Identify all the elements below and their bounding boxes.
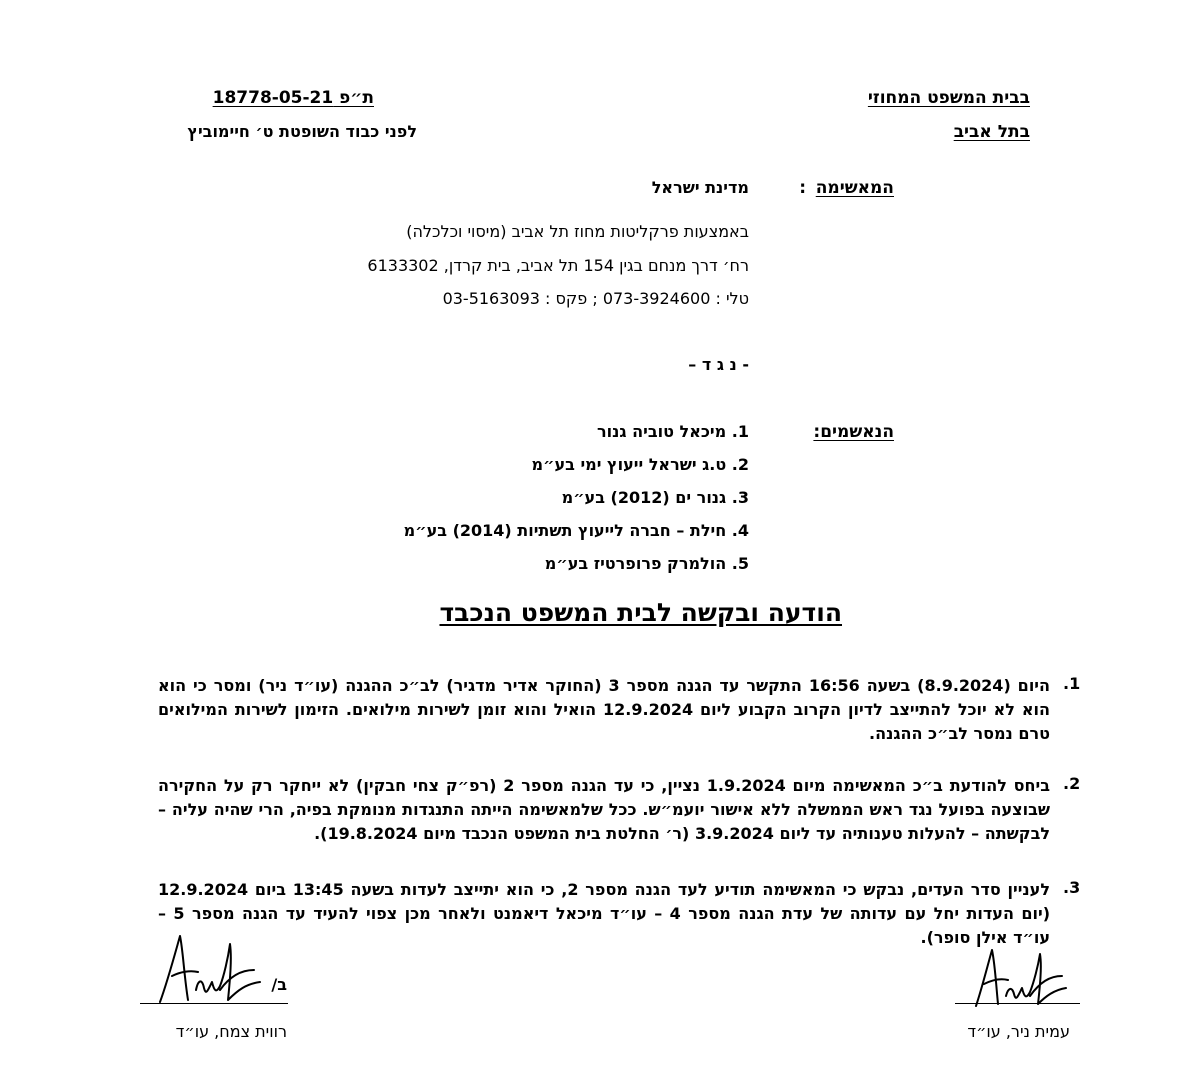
paragraph-number-3: .3: [1063, 878, 1081, 897]
defendants-label: הנאשמים:: [813, 422, 894, 442]
defendant-item-5: 5. הולמרק פרופרטיז בע״מ: [544, 554, 749, 573]
defendant-item-2: 2. ט.ג ישראל ייעוץ ימי בע״מ: [531, 455, 749, 474]
b-mark: ב/: [271, 975, 287, 994]
prosecution-via: באמצעות פרקליטות מחוז תל אביב (מיסוי וכלכלה): [406, 222, 749, 241]
prosecution-name: מדינת ישראל: [651, 178, 749, 197]
defendant-item-1: 1. מיכאל טוביה גנור: [597, 422, 749, 441]
left-signer-name: רווית צמח, עו״ד: [175, 1022, 287, 1041]
prosecution-label: המאשימה: [815, 178, 894, 198]
paragraph-3: לעניין סדר העדים, נבקש כי המאשימה תודיע לעד הגנה מספר 2, כי הוא יתייצב לעדות בשעה 13:45 ביום 12.9.2024 (יום העדות יחל עם עדותה של עדת הגנה מספר 4 – עו״ד מיכאל דיאמנט ולאחר מכן צפוי להעיד עד הגנה מספר 5 – עו״ד אילן סופר).: [158, 880, 1051, 947]
right-signature-line: [955, 1003, 1080, 1004]
right-signer-name: עמית ניר, עו״ד: [967, 1022, 1070, 1041]
prosecution-colon: :: [799, 178, 806, 198]
paragraph-2: ביחס להודעת ב״כ המאשימה מיום 1.9.2024 נציין, כי עד הגנה מספר 2 (רפ״ק צחי חבקין) לא ייחקר רק על החקירה שבוצעה בפועל נגד ראש הממשלה ללא אישור יועמ״ש. ככל שלמאשימה הייתה התנגדות מנומקת בפיה, הרי שהיה עליה – לבקשתה – להעלות טענותיה עד ליום 3.9.2024 (ר׳ החלטת בית המשפט הנכבד מיום 19.8.2024).: [158, 776, 1051, 843]
court-city: בתל אביב: [953, 122, 1030, 142]
left-signature: [150, 930, 280, 1010]
prosecution-address: רח׳ דרך מנחם בגין 154 תל אביב, בית קרדן, 6133302: [367, 256, 749, 275]
doc-title: הודעה ובקשה לבית המשפט הנכבד: [439, 598, 842, 627]
versus-line: - נ ג ד –: [688, 355, 749, 374]
paragraph-number-1: .1: [1063, 674, 1081, 693]
left-signature-line: [140, 1003, 288, 1004]
prosecution-phones: טלי : 073-3924600 ; פקס : 03-5163093: [442, 289, 749, 308]
case-number: ת״פ 18778-05-21: [212, 88, 374, 108]
judge-line: לפני כבוד השופטת ט׳ חיימוביץ: [187, 122, 417, 141]
paragraph-number-2: .2: [1063, 774, 1081, 793]
defendant-item-4: 4. חילת – חברה לייעוץ תשתיות (2014) בע״מ: [403, 521, 749, 540]
court-name: בבית המשפט המחוזי: [867, 88, 1030, 108]
defendant-item-3: 3. גנור ים (2012) בע״מ: [561, 488, 749, 507]
paragraph-1: היום (8.9.2024) בשעה 16:56 התקשר עד הגנה מספר 3 (החוקר אדיר מדגיר) לב״כ ההגנה (עו״ד ניר) ומסר כי הוא הוא לא יוכל להתייצב לדיון הקרוב הקבוע ליום 12.9.2024 הואיל והוא זומן לשירות מילואים. הזימון לשירות המילואים טרם נמסר לב״כ ההגנה.: [158, 676, 1051, 743]
